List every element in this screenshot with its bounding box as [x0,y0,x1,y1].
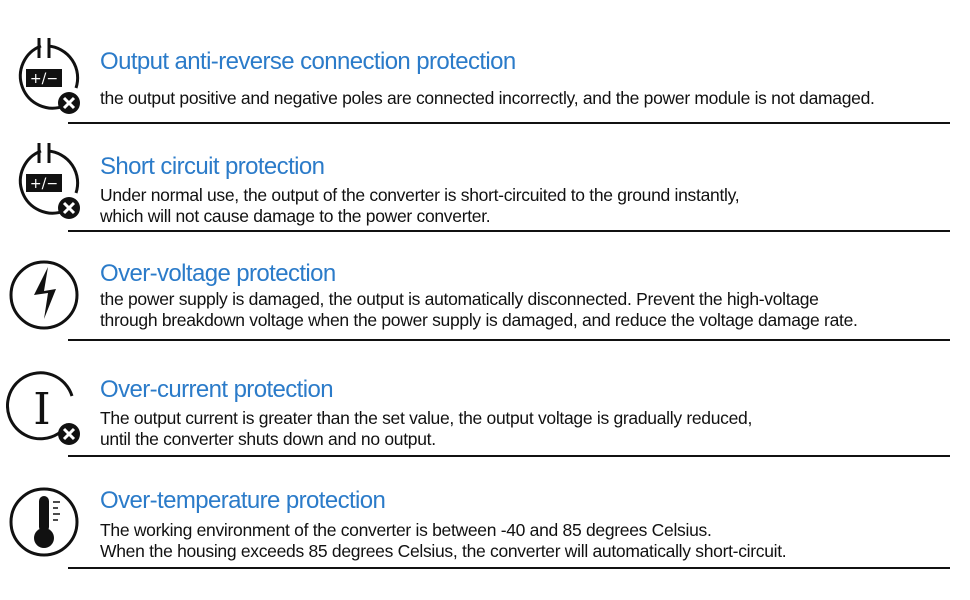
current-i-icon [6,368,82,450]
divider [68,122,950,124]
feature-title: Over-current protection [100,376,333,403]
lightning-bolt-icon [6,255,82,337]
divider [68,567,950,569]
feature-description-line: the output positive and negative poles are connected incorrectly, and the power module is not damaged. [100,88,875,108]
battery-short-icon [6,141,82,223]
feature-title: Output anti-reverse connection protection [100,48,516,75]
feature-description-line: through breakdown voltage when the power supply is damaged, and reduce the voltage damage rate. [100,310,858,330]
feature-description-line: until the converter shuts down and no output. [100,429,436,449]
feature-description-line: The working environment of the converter is between -40 and 85 degrees Celsius. [100,520,712,540]
divider [68,339,950,341]
feature-title: Over-voltage protection [100,260,336,287]
feature-description [100,289,858,331]
feature-description-line: the power supply is damaged, the output is automatically disconnected. Prevent the high-voltage [100,289,819,309]
feature-description-line: which will not cause damage to the power converter. [100,206,491,226]
thermometer-icon [6,482,82,564]
feature-description [100,88,875,109]
battery-reverse-icon [6,36,82,118]
feature-title: Short circuit protection [100,153,325,180]
current-symbol: I [33,384,51,435]
feature-title: Over-temperature protection [100,487,386,514]
feature-description [100,185,739,227]
feature-description-line: The output current is greater than the set value, the output voltage is gradually reduced, [100,408,753,428]
feature-description [100,520,786,562]
divider [68,230,950,232]
divider [68,455,950,457]
battery-label: +/− [29,71,59,87]
feature-description-line: Under normal use, the output of the converter is short-circuited to the ground instantly, [100,185,740,205]
feature-description [100,408,752,450]
feature-description-line: When the housing exceeds 85 degrees Celsius, the converter will automatically short-circuit. [100,541,787,561]
battery-label: +/− [29,176,59,192]
